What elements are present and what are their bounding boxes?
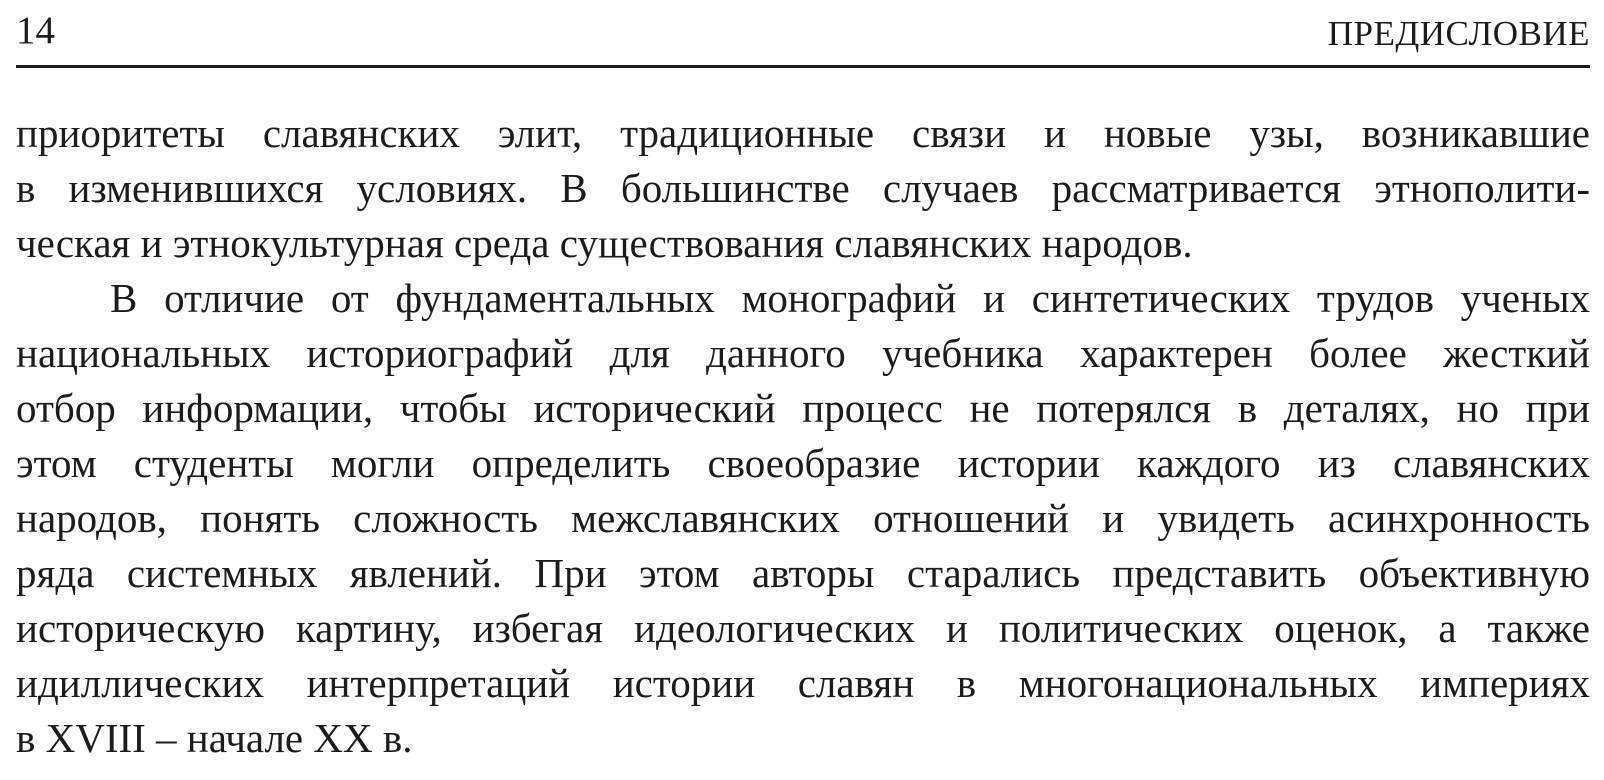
body-text: [16, 106, 1590, 766]
text-line: ряда системных явлений. При этом авторы старались представить объективную: [16, 550, 1590, 596]
text-line: отбор информации, чтобы исторический процесс не потерялся в деталях, но при: [16, 385, 1590, 431]
header-rule: [16, 65, 1590, 68]
text-line: идиллических интерпретаций истории славян в многонациональных империях: [16, 660, 1590, 706]
running-head: [16, 6, 1590, 56]
text-line: ческая и этнокультурная среда существования славянских народов.: [16, 220, 1193, 266]
book-page: [16, 0, 1590, 780]
text-line: национальных историографий для данного учебника характерен более жесткий: [16, 330, 1590, 376]
text-line: в изменившихся условиях. В большинстве случаев рассматривается этнополити-: [16, 165, 1590, 211]
section-title: ПРЕДИСЛОВИЕ: [1327, 14, 1590, 53]
page-number: 14: [16, 9, 55, 52]
text-line: историческую картину, избегая идеологических и политических оценок, а также: [16, 605, 1590, 651]
text-line: народов, понять сложность межславянских отношений и увидеть асинхронность: [16, 495, 1590, 541]
paragraph-first-line: В отличие от фундаментальных монографий и синтетических трудов ученых: [110, 275, 1590, 321]
text-line: приоритеты славянских элит, традиционные связи и новые узы, возникавшие: [16, 110, 1590, 156]
text-line: этом студенты могли определить своеобразие истории каждого из славянских: [16, 440, 1590, 486]
text-line: в XVIII – начале XX в.: [16, 715, 413, 761]
